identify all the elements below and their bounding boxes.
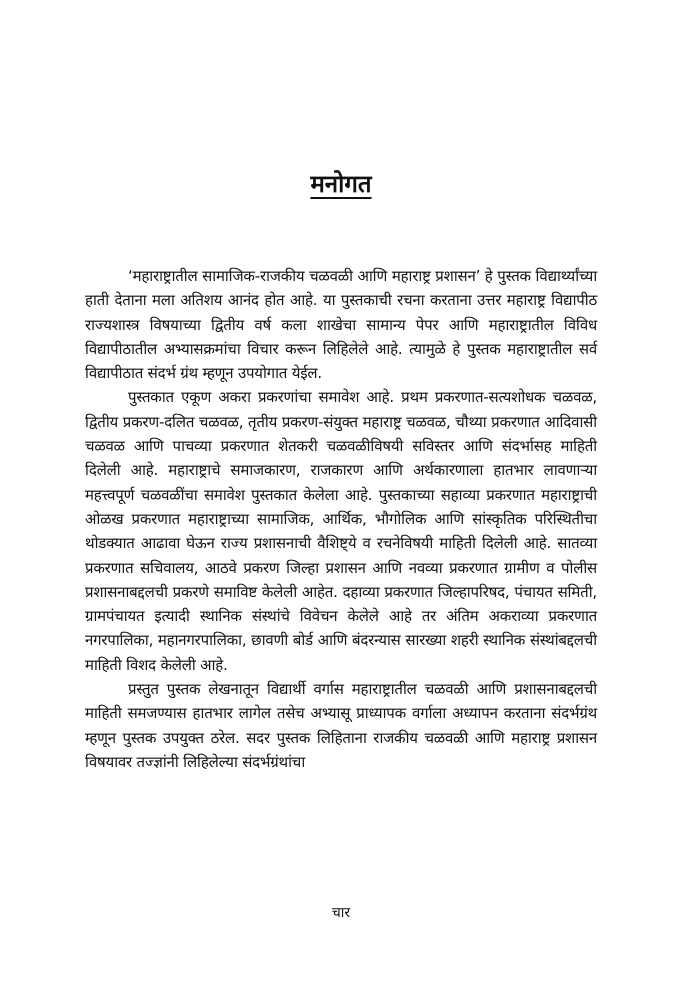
body-text	[85, 264, 597, 774]
page-number: चार	[331, 905, 351, 921]
paragraph-chapters: पुस्तकात एकूण अकरा प्रकरणांचा समावेश आहे. प्रथम प्रकरणात-सत्यशोधक चळवळ, द्वितीय प्रकरण-दलित चळवळ, तृतीय प्रकरण-संयुक्त महाराष्ट्र चळवळ, चौथ्या प्रकरणात आदिवासी चळवळ आणि पाचव्या प्रकरणात शेतकरी चळवळीविषयी सविस्तर आणि संदर्भासह माहिती दिलेली आहे. महाराष्ट्राचे समाजकारण, राजकारण आणि अर्थकारणाला हातभार लावणाऱ्या महत्त्वपूर्ण चळवळींचा समावेश पुस्तकात केलेला आहे. पुस्तकाच्या सहाव्या प्रकरणात महाराष्ट्राची ओळख प्रकरणात महाराष्ट्राच्या सामाजिक, आर्थिक, भौगोलिक आणि सांस्कृतिक परिस्थितीचा थोडक्यात आढावा घेऊन राज्य प्रशासनाची वैशिष्ट्ये व रचनेविषयी माहिती दिलेली आहे. सातव्या प्रकरणात सचिवालय, आठवे प्रकरण जिल्हा प्रशासन आणि नवव्या प्रकरणात ग्रामीण व पोलीस प्रशासनाबद्दलची प्रकरणे समाविष्ट केलेली आहेत. दहाव्या प्रकरणात जिल्हापरिषद, पंचायत समिती, ग्रामपंचायत इत्यादी स्थानिक संस्थांचे विवेचन केलेले आहे तर अंतिम अकराव्या प्रकरणात नगरपालिका, महानगरपालिका, छावणी बोर्ड आणि बंदरन्यास सारख्या शहरी स्थानिक संस्थांबद्दलची माहिती विशद केलेली आहे.	[85, 388, 597, 674]
page-title	[85, 168, 597, 200]
document-page	[85, 0, 597, 992]
page-title-text: मनोगत	[310, 170, 372, 198]
paragraph-purpose: प्रस्तुत पुस्तक लेखनातून विद्यार्थी वर्गास महाराष्ट्रातील चळवळी आणि प्रशासनाबद्दलची माहिती समजण्यास हातभार लागेल तसेच अभ्यासू प्राध्यापक वर्गाला अध्यापन करताना संदर्भग्रंथ म्हणून पुस्तक उपयुक्त ठरेल. सदर पुस्तक लिहिताना राजकीय चळवळी आणि महाराष्ट्र प्रशासन विषयावर तज्ज्ञांनी लिहिलेल्या संदर्भग्रंथांचा	[85, 680, 597, 771]
paragraph-intro: ‘महाराष्ट्रातील सामाजिक-राजकीय चळवळी आणि महाराष्ट्र प्रशासन’ हे पुस्तक विद्यार्थ्यांच्या हाती देताना मला अतिशय आनंद होत आहे. या पुस्तकाची रचना करताना उत्तर महाराष्ट्र विद्यापीठ राज्यशास्त्र विषयाच्या द्वितीय वर्ष कला शाखेचा सामान्य पेपर आणि महाराष्ट्रातील विविध विद्यापीठातील अभ्यासक्रमांचा विचार करून लिहिलेले आहे. त्यामुळे हे पुस्तक महाराष्ट्रातील सर्व विद्यापीठात संदर्भ ग्रंथ म्हणून उपयोगात येईल.	[85, 267, 597, 383]
